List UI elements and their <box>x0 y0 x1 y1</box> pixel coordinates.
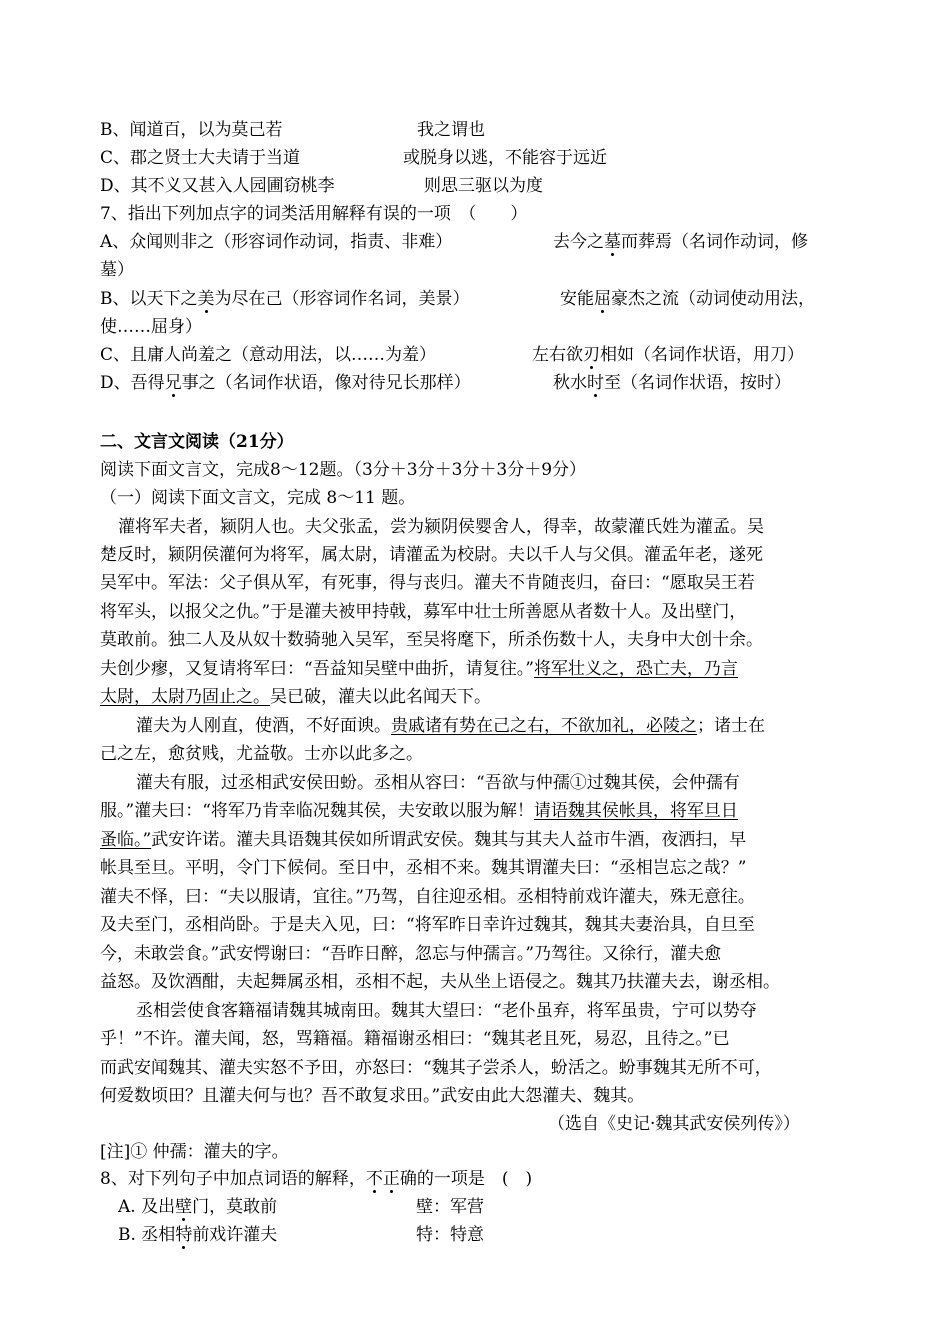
passage-p2-line1: 灌夫为人刚直，使酒，不好面谀。贵戚诸有势在己之右，不欲加礼，必陵之；诸士在 <box>136 716 765 736</box>
q6-option-b <box>100 118 283 142</box>
q6-b-left: B、闻道百，以为莫己若 <box>100 120 283 140</box>
q8-option-b: B. 丞相特前戏许灌夫 <box>118 1225 278 1245</box>
passage-p4-line1: 丞相尝使食客籍福请魏其城南田。魏其大望曰：“老仆虽弃，将军虽贵，宁可以势夺 <box>136 1001 757 1021</box>
passage-p1-line3: 吴军中。军法：父子俱从军，有死事，得与丧归。灌夫不肯随丧归，奋曰：“愿取吴王若 <box>100 573 755 593</box>
passage-p3-line3: 蚤临。”武安许诺。灌夫具语魏其侯如所谓武安侯。魏其与其夫人益市牛酒，夜洒扫，早 <box>100 830 747 850</box>
passage-p1-line1: 灌将军夫者，颍阴人也。夫父张孟，尝为颍阴侯婴舍人，得幸，故蒙灌氏姓为灌孟。吴 <box>118 517 764 537</box>
underlined-sentence: 将军壮义之，恐亡夫，乃言 <box>533 659 738 679</box>
q7-option-b: B、以天下之美为尽在己（形容词作名词，美景） <box>100 289 470 309</box>
section-subtitle: （一）阅读下面文言文，完成 8～11 题。 <box>100 488 416 508</box>
underlined-sentence: 太尉，太尉乃固止之。 <box>100 687 270 707</box>
passage-p2-line2: 己之左，愈贫贱，尤益敬。士亦以此多之。 <box>100 744 423 764</box>
passage-p1-line4: 将军头，以报父之仇。”于是灌夫被甲持戟，募军中壮士所善愿从者数十人。及出壁门， <box>100 602 747 622</box>
q6-option-b-right: 我之谓也 <box>417 120 485 140</box>
dotted-char: 兄 <box>164 373 182 393</box>
q7-option-c: C、且庸人尚羞之（意动用法，以……为羞） <box>100 345 437 365</box>
passage-p3-line5: 灌夫不怿，曰：“夫以服请，宜往。”乃驾，自往迎丞相。丞相特前戏许灌夫，殊无意往。 <box>100 887 755 907</box>
dotted-char: 刃 <box>583 345 600 365</box>
section-title: 二、文言文阅读（21分） <box>100 432 294 452</box>
underlined-sentence: 贵戚诸有势在己之右，不欲加礼，必陵之 <box>391 716 697 736</box>
q7-option-d-right: 秋水时至（名词作状语，按时） <box>553 373 791 393</box>
passage-source: （选自《史记·魏其武安侯列传》） <box>548 1114 800 1134</box>
q7-option-d: D、吾得兄事之（名词作状语，像对待兄长那样） <box>100 373 471 393</box>
dotted-char: 不 <box>365 1169 383 1189</box>
dotted-char: 时 <box>587 373 604 393</box>
passage-p3-line8: 益怒。及饮酒酣，夫起舞属丞相，丞相不起，夫从坐上语侵之。魏其乃扶灌夫去，谢丞相。 <box>100 972 780 992</box>
q7-option-a: A、众闻则非之（形容词作动词，指责、非难） <box>100 232 453 252</box>
q7-option-b-cont: 使……屈身） <box>100 317 202 337</box>
q8-option-b-answer: 特：特意 <box>416 1225 484 1245</box>
q7-question: 7、指出下列加点字的词类活用解释有误的一项 （ ） <box>100 204 528 224</box>
passage-p1-line6: 夫创少瘳，又复请将军曰：“吾益知吴壁中曲折，请复往。”将军壮义之，恐亡夫，乃言 <box>100 659 738 679</box>
passage-p3-line7: 今，未敢尝食。”武安愕谢曰：“吾昨日醉，忽忘与仲孺言。”乃驾往。又徐行，灌夫愈 <box>100 944 722 964</box>
passage-p4-line2: 乎！”不许。灌夫闻，怒，骂籍福。籍福谢丞相曰：“魏其老且死，易忍，且待之。”已 <box>100 1029 730 1049</box>
dotted-char: 特 <box>175 1225 193 1245</box>
dotted-char: 壁 <box>175 1197 193 1217</box>
underlined-sentence: 请语魏其侯帐具，将军旦日 <box>533 801 738 821</box>
passage-p4-line3: 而武安闻魏其、灌夫实怒不予田，亦怒曰：“魏其子尝杀人，蚡活之。蚡事魏其无所不可， <box>100 1058 772 1078</box>
q8-option-a: A. 及出壁门，莫敢前 <box>118 1197 278 1217</box>
passage-p1-line2: 楚反时，颍阴侯灌何为将军，属太尉，请灌孟为校尉。夫以千人与父俱。灌孟年老，遂死 <box>100 545 763 565</box>
passage-p3-line1: 灌夫有服，过丞相武安侯田蚡。丞相从容曰：“吾欲与仲孺①过魏其侯，会仲孺有 <box>136 773 740 793</box>
dotted-char: 正 <box>382 1169 400 1189</box>
passage-p3-line2: 服。”灌夫曰：“将军乃肯幸临况魏其侯，夫安敢以服为解！请语魏其侯帐具，将军旦日 <box>100 801 738 821</box>
q6-option-c-right: 或脱身以逃，不能容于远近 <box>403 148 607 168</box>
passage-p1-line7: 太尉，太尉乃固止之。吴已破，灌夫以此名闻天下。 <box>100 687 491 707</box>
passage-note: [注]① 仲孺：灌夫的字。 <box>100 1142 289 1162</box>
q7-option-c-right: 左右欲刃相如（名词作状语，用刀） <box>532 345 804 365</box>
passage-p3-line4: 帐具至旦。平明，令门下候伺。至日中，丞相不来。魏其谓灌夫曰：“丞相岂忘之哉？” <box>100 858 747 878</box>
q6-option-c: C、郡之贤士大夫请于当道 <box>100 148 301 168</box>
underlined-sentence: 蚤临。” <box>100 830 152 850</box>
q7-option-a-cont: 墓） <box>100 260 134 280</box>
q7-option-a-right: 去今之墓而葬焉（名词作动词，修 <box>553 232 808 252</box>
section-instruction: 阅读下面文言文，完成8～12题。（3分＋3分＋3分＋3分＋9分） <box>100 460 587 480</box>
dotted-char: 墓 <box>604 232 621 252</box>
dotted-char: 屈 <box>594 289 611 309</box>
passage-p1-line5: 莫敢前。独二人及从奴十数骑驰入吴军，至吴将麾下，所杀伤数十人，夫身中大创十余。 <box>100 630 763 650</box>
q6-option-d-right: 则思三驱以为度 <box>424 176 543 196</box>
passage-p4-line4: 何爱数顷田？且灌夫何与也？吾不敢复求田。”武安由此大怨灌夫、魏其。 <box>100 1086 645 1106</box>
q7-option-b-right: 安能屈豪杰之流（动词使动用法， <box>560 289 815 309</box>
q8-question: 8、对下列句子中加点词语的解释，不正确的一项是 ( ) <box>100 1169 533 1189</box>
q8-option-a-answer: 壁：军营 <box>416 1197 484 1217</box>
q6-option-d: D、其不义又甚入人园圃窃桃李 <box>100 176 335 196</box>
dotted-char: 美 <box>197 289 215 309</box>
passage-p3-line6: 及夫至门，丞相尚卧。于是夫入见，曰：“将军昨日幸许过魏其，魏其夫妻治具，自旦至 <box>100 915 755 935</box>
